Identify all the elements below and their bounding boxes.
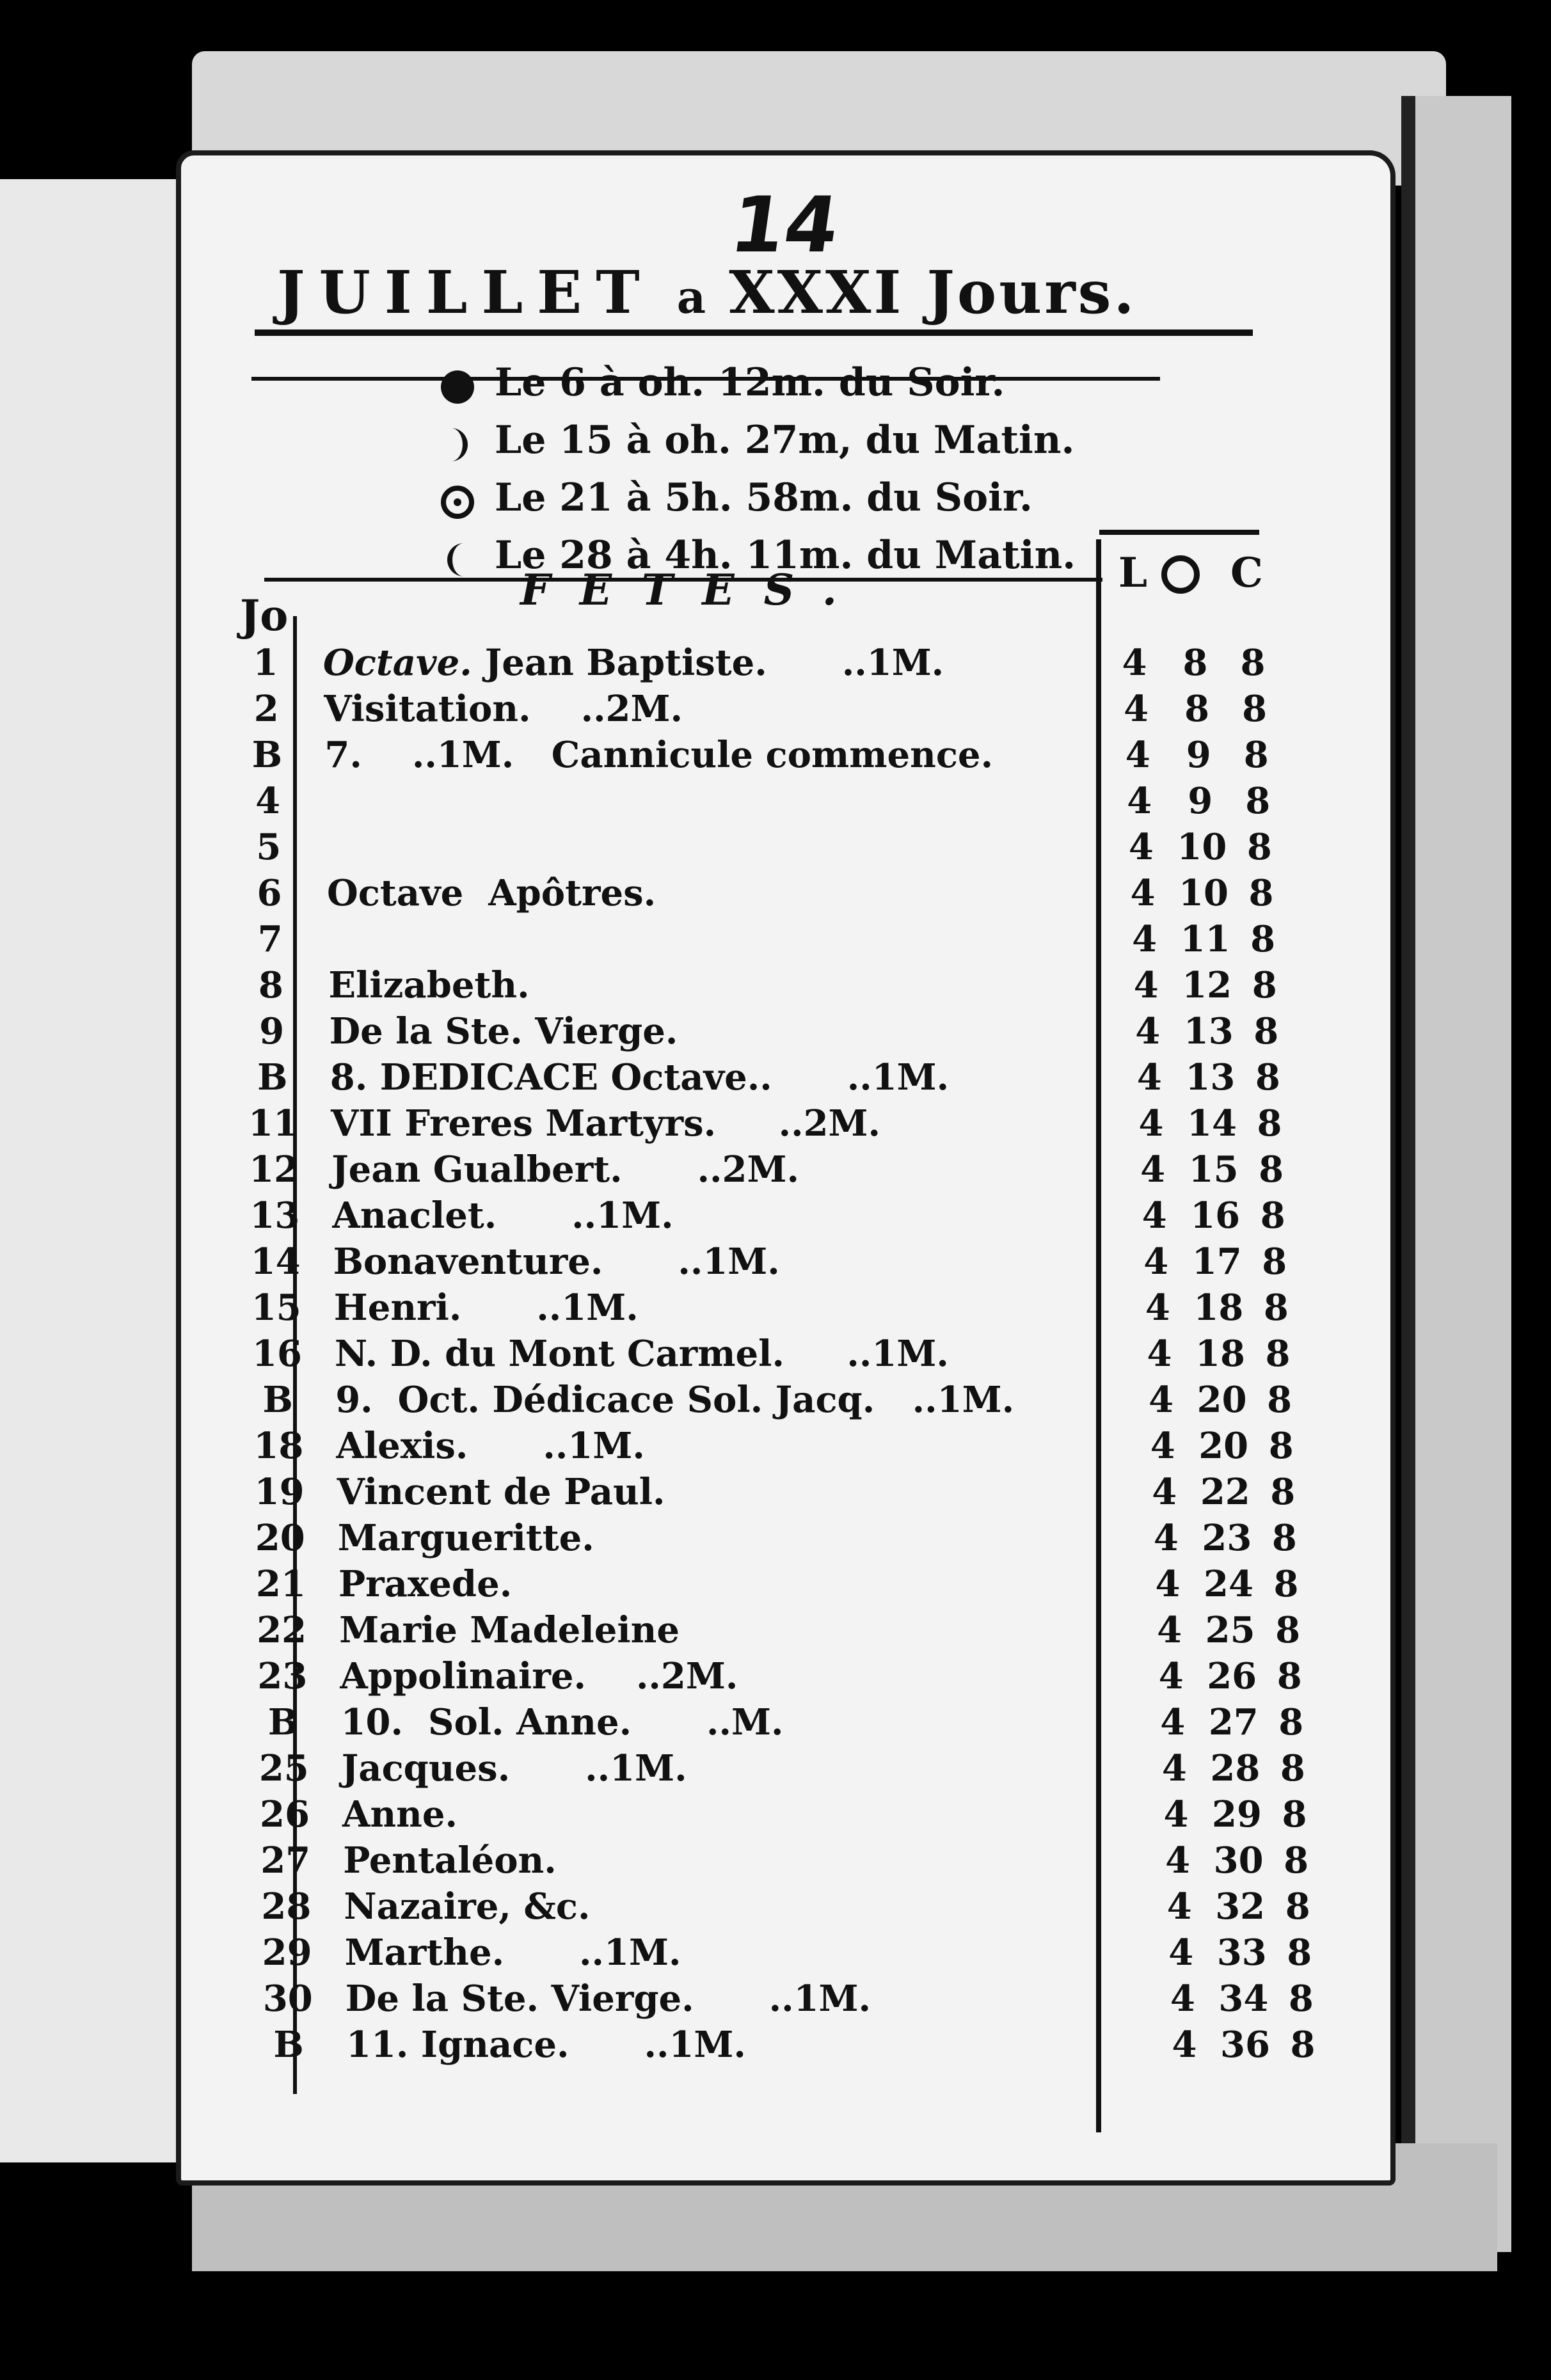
title-connector: a — [676, 271, 706, 324]
feast-cell — [337, 1471, 665, 1513]
sun-top-rule — [1099, 530, 1259, 535]
feast-cell — [324, 688, 683, 730]
sun-cell: 24 — [1204, 1563, 1253, 1605]
l-cell: 4 — [1132, 918, 1157, 960]
day-cell: 13 — [250, 1194, 300, 1237]
sun-cell: 8 — [1182, 642, 1208, 684]
feast-text: De la Ste. Vierge. — [329, 1010, 678, 1052]
title-rule — [255, 329, 1253, 336]
feast-cell — [346, 2024, 746, 2066]
sun-cell: 29 — [1212, 1793, 1262, 1836]
c-cell: 8 — [1257, 1102, 1282, 1145]
day-cell: 18 — [253, 1425, 304, 1467]
feast-cell — [342, 1747, 687, 1789]
l-cell: 4 — [1127, 780, 1152, 822]
feast-text: Jacques. ..1M. — [341, 1747, 687, 1789]
sun-cell: 32 — [1215, 1885, 1266, 1928]
day-cell: 27 — [260, 1839, 311, 1882]
feast-text: Vincent de Paul. — [337, 1471, 665, 1513]
sun-cell: 25 — [1205, 1609, 1255, 1651]
phase-text: Le 28 à 4h. 11m. du Matin. — [495, 533, 1076, 578]
day-cell: 19 — [254, 1471, 305, 1513]
day-cell: 11 — [248, 1102, 298, 1145]
feast-text: Alexis. ..1M. — [336, 1425, 645, 1467]
feast-cell — [323, 642, 944, 684]
sun-cell: 22 — [1200, 1471, 1250, 1513]
feast-text: 10. Sol. Anne. ..M. — [340, 1701, 784, 1743]
header-l: L — [1118, 549, 1147, 597]
c-cell: 8 — [1288, 1978, 1314, 2020]
feast-text: Anaclet. ..1M. — [332, 1194, 674, 1237]
sun-cell: 18 — [1195, 1333, 1245, 1375]
day-cell: 22 — [257, 1609, 307, 1651]
feast-text: Pentaléon. — [343, 1839, 557, 1882]
l-cell: 4 — [1155, 1563, 1181, 1605]
feast-text: Visitation. ..2M. — [324, 688, 683, 730]
c-cell: 8 — [1265, 1333, 1291, 1375]
c-cell: 8 — [1270, 1471, 1296, 1513]
c-cell: 8 — [1246, 826, 1272, 868]
day-cell: 5 — [256, 826, 282, 868]
l-cell: 4 — [1138, 1102, 1164, 1145]
feast-text: Jean Baptiste. ..1M. — [484, 642, 944, 684]
c-cell: 8 — [1248, 872, 1274, 914]
l-cell: 4 — [1152, 1471, 1177, 1513]
facing-page-edge — [0, 179, 201, 2162]
l-cell: 4 — [1149, 1379, 1174, 1421]
c-cell: 8 — [1284, 1839, 1309, 1882]
day-cell: 12 — [249, 1148, 299, 1191]
l-cell: 4 — [1163, 1793, 1189, 1836]
month-title — [277, 258, 1136, 327]
day-cell: 25 — [258, 1747, 309, 1789]
c-cell: 8 — [1245, 780, 1271, 822]
phase-text: Le 15 à oh. 27m, du Matin. — [495, 418, 1075, 463]
feast-text: Praxede. — [338, 1563, 513, 1605]
l-cell: 4 — [1143, 1241, 1169, 1283]
sun-cell: 30 — [1213, 1839, 1264, 1882]
feast-text: Elizabeth. — [328, 964, 530, 1006]
feast-cell — [339, 1609, 680, 1651]
feast-cell — [332, 1194, 673, 1237]
l-cell: 4 — [1172, 2024, 1197, 2066]
l-cell: 4 — [1161, 1747, 1187, 1789]
l-cell: 4 — [1157, 1609, 1182, 1651]
day-cell: 15 — [251, 1287, 301, 1329]
feast-cell — [340, 1655, 738, 1697]
feast-cell — [331, 1148, 799, 1191]
day-cell: 4 — [255, 780, 281, 822]
sun-cell: 34 — [1218, 1978, 1269, 2020]
feast-text: VII Freres Martyrs. ..2M. — [331, 1102, 881, 1145]
full-moon-icon — [437, 482, 478, 523]
phase-text: Le 6 à oh. 12m. du Soir. — [495, 360, 1005, 405]
day-cell: 2 — [253, 688, 279, 730]
c-cell: 8 — [1287, 1932, 1312, 1974]
c-cell: 8 — [1268, 1425, 1294, 1467]
feast-cell — [336, 1425, 644, 1467]
feast-text: Appolinaire. ..2M. — [340, 1655, 738, 1697]
feast-text: 11. Ignace. ..1M. — [346, 2024, 746, 2066]
day-cell: B — [267, 1701, 299, 1743]
feast-cell — [335, 1379, 1014, 1421]
feast-cell — [334, 1287, 639, 1329]
sun-cell: 36 — [1220, 2024, 1270, 2066]
sun-cell: 17 — [1191, 1241, 1242, 1283]
day-cell: 26 — [260, 1793, 310, 1836]
c-cell: 8 — [1262, 1241, 1287, 1283]
l-cell: 4 — [1165, 1839, 1191, 1882]
day-cell: 20 — [255, 1517, 305, 1559]
c-cell: 8 — [1253, 1010, 1279, 1052]
feast-text: Anne. — [342, 1793, 458, 1836]
l-cell: 4 — [1124, 688, 1149, 730]
feast-cell — [338, 1563, 512, 1605]
title-unit: Jours. — [927, 258, 1137, 327]
feast-cell — [330, 1010, 678, 1052]
feast-cell — [342, 1793, 457, 1836]
l-cell: 4 — [1160, 1701, 1186, 1743]
almanac-page — [176, 150, 1396, 2186]
l-cell: 4 — [1136, 1056, 1162, 1099]
feast-text: Henri. ..1M. — [333, 1287, 639, 1329]
c-cell: 8 — [1273, 1563, 1299, 1605]
feast-text: Jean Gualbert. ..2M. — [331, 1148, 799, 1191]
sun-cell: 15 — [1188, 1148, 1239, 1191]
c-cell: 8 — [1280, 1747, 1305, 1789]
l-cell: 4 — [1140, 1148, 1166, 1191]
l-cell: 4 — [1150, 1425, 1175, 1467]
feast-text: 9. Oct. Dédicace Sol. Jacq. ..1M. — [335, 1379, 1015, 1421]
l-cell: 4 — [1158, 1655, 1184, 1697]
l-cell: 4 — [1145, 1287, 1170, 1329]
feast-cell — [338, 1517, 594, 1559]
sun-icon — [1161, 555, 1200, 594]
l-cell: 4 — [1122, 642, 1147, 684]
sun-cell: 27 — [1208, 1701, 1259, 1743]
feast-text: 8. DEDICACE Octave.. ..1M. — [330, 1056, 950, 1099]
sun-cell: 10 — [1177, 826, 1227, 868]
feast-italic: Octave. — [323, 642, 472, 684]
sun-cell: 13 — [1185, 1056, 1236, 1099]
feast-cell — [344, 1885, 590, 1928]
feast-cell — [346, 1978, 871, 2020]
c-cell: 8 — [1277, 1655, 1302, 1697]
c-cell: 8 — [1243, 734, 1269, 776]
l-cell: 4 — [1125, 734, 1150, 776]
l-cell: 4 — [1133, 964, 1159, 1006]
sun-cell: 33 — [1216, 1932, 1267, 1974]
day-cell: 23 — [257, 1655, 308, 1697]
day-cell: B — [257, 1056, 288, 1099]
sun-cell: 20 — [1198, 1425, 1249, 1467]
day-cell: 28 — [261, 1885, 312, 1928]
day-cell: 16 — [252, 1333, 302, 1375]
sun-cell: 14 — [1187, 1102, 1237, 1145]
feast-cell — [345, 1932, 681, 1974]
feast-text: Nazaire, &c. — [344, 1885, 591, 1928]
c-cell: 8 — [1271, 1517, 1297, 1559]
last-quarter-icon — [437, 539, 478, 580]
c-cell: 8 — [1259, 1148, 1284, 1191]
c-cell: 8 — [1255, 1056, 1280, 1099]
l-cell: 4 — [1135, 1010, 1161, 1052]
feast-text: De la Ste. Vierge. ..1M. — [345, 1978, 871, 2020]
day-cell: 14 — [250, 1241, 301, 1283]
page-number: 14 — [725, 181, 845, 270]
feast-cell — [331, 1102, 880, 1145]
day-cell: 7 — [257, 918, 283, 960]
sun-cell: 20 — [1197, 1379, 1247, 1421]
feast-cell — [330, 1056, 949, 1099]
day-cell: 21 — [256, 1563, 306, 1605]
c-cell: 8 — [1260, 1194, 1285, 1237]
c-cell: 8 — [1242, 688, 1268, 730]
sun-cell: 18 — [1193, 1287, 1244, 1329]
l-cell: 4 — [1166, 1885, 1192, 1928]
sun-cell: 10 — [1179, 872, 1229, 914]
feast-cell — [335, 1333, 949, 1375]
month-name: JUILLET — [277, 258, 654, 327]
feast-cell — [343, 1839, 557, 1882]
sun-cell: 12 — [1182, 964, 1232, 1006]
sun-cell: 23 — [1202, 1517, 1252, 1559]
feast-text: Marie Madeleine — [339, 1609, 680, 1651]
feast-text: Bonaventure. ..1M. — [333, 1241, 780, 1283]
day-cell: 1 — [253, 642, 278, 684]
l-cell: 4 — [1130, 872, 1156, 914]
sun-cell: 9 — [1188, 780, 1213, 822]
day-count: XXXI — [729, 258, 904, 327]
feast-cell — [333, 1241, 780, 1283]
feast-cell — [327, 872, 656, 914]
day-cell: 8 — [258, 964, 283, 1006]
c-cell: 8 — [1282, 1793, 1307, 1836]
feast-text: Marthe. ..1M. — [344, 1932, 681, 1974]
day-cell: 30 — [262, 1978, 313, 2020]
l-cell: 4 — [1141, 1194, 1167, 1237]
sun-cell: 26 — [1207, 1655, 1257, 1697]
c-cell: 8 — [1275, 1609, 1301, 1651]
day-cell: B — [251, 734, 283, 776]
day-cell: B — [273, 2024, 304, 2066]
sun-cell: 9 — [1186, 734, 1211, 776]
feast-text: 7. ..1M. Cannicule commence. — [324, 734, 994, 776]
c-cell: 8 — [1285, 1885, 1310, 1928]
feast-text: N. D. du Mont Carmel. ..1M. — [335, 1333, 949, 1375]
c-cell: 8 — [1290, 2024, 1316, 2066]
feast-text: Octave Apôtres. — [327, 872, 656, 914]
new-moon-icon — [437, 367, 478, 408]
sun-cell: 28 — [1210, 1747, 1261, 1789]
c-cell: 8 — [1240, 642, 1266, 684]
l-cell: 4 — [1170, 1978, 1195, 2020]
l-cell: 4 — [1153, 1517, 1179, 1559]
c-cell: 8 — [1250, 918, 1276, 960]
feast-cell — [328, 964, 529, 1006]
header-day: Jo — [240, 591, 289, 640]
c-cell: 8 — [1278, 1701, 1304, 1743]
sun-column-divider — [1096, 539, 1101, 2132]
feast-cell — [324, 734, 993, 776]
sun-cell: 8 — [1184, 688, 1210, 730]
header-c: C — [1230, 549, 1263, 597]
feast-cell — [341, 1701, 784, 1743]
sun-cell: 16 — [1190, 1194, 1241, 1237]
c-cell: 8 — [1263, 1287, 1289, 1329]
book-edge-right — [1401, 96, 1511, 2252]
l-cell: 4 — [1168, 1932, 1194, 1974]
sun-cell: 13 — [1183, 1010, 1234, 1052]
feast-text: Margueritte. — [337, 1517, 594, 1559]
header-feasts: FETES. — [520, 565, 866, 615]
sun-cell: 11 — [1180, 918, 1230, 960]
c-cell: 8 — [1267, 1379, 1292, 1421]
first-quarter-icon — [437, 424, 478, 465]
l-cell: 4 — [1147, 1333, 1172, 1375]
day-cell: 9 — [259, 1010, 285, 1052]
c-cell: 8 — [1252, 964, 1277, 1006]
phase-text: Le 21 à 5h. 58m. du Soir. — [495, 475, 1033, 520]
l-cell: 4 — [1128, 826, 1154, 868]
day-cell: 29 — [262, 1932, 312, 1974]
day-cell: B — [262, 1379, 293, 1421]
day-cell: 6 — [257, 872, 282, 914]
